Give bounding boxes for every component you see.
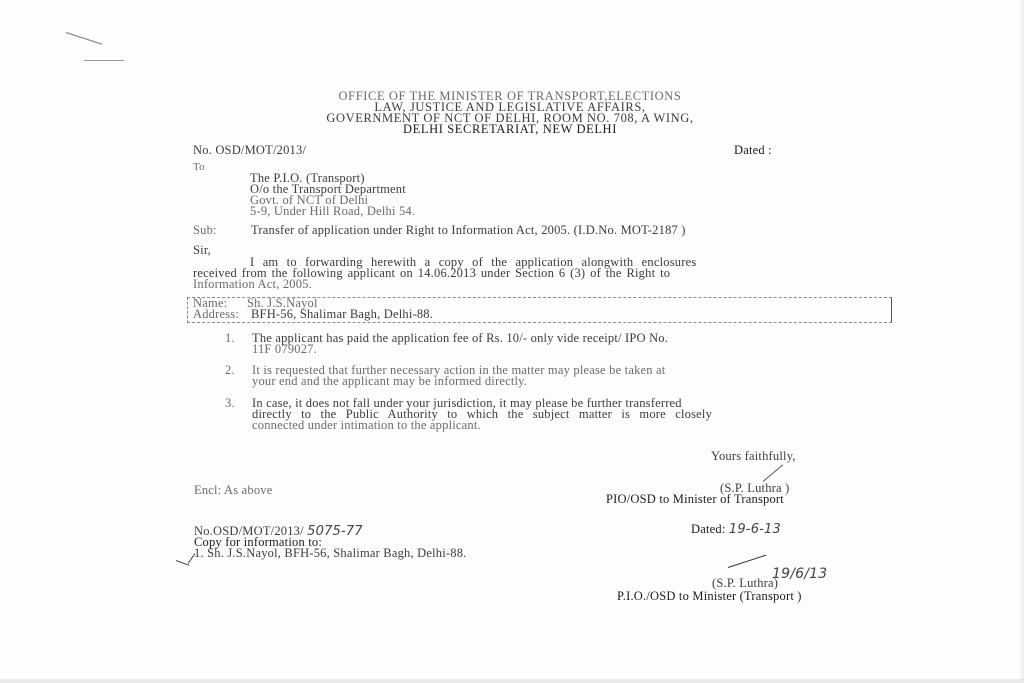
intro-line-3: Information Act, 2005.	[193, 277, 312, 291]
copy-reference-printed: No.OSD/MOT/2013/	[194, 524, 304, 538]
copy-dated-handwritten: 19-6-13	[728, 522, 781, 537]
intro-line-2: received from the following applicant on 14.06.2013 under Section 6 (3) of the Right to	[193, 266, 671, 280]
point-2-line-2: your end and the applicant may be informed directly.	[252, 374, 528, 388]
copy-dated-printed: Dated:	[691, 522, 726, 536]
signature-stroke	[763, 464, 784, 481]
point-3-line-1: In case, it does not fall under your jurisdiction, it may please be further transferred	[252, 396, 682, 410]
recipient-line-4: 5-9, Under Hill Road, Delhi 54.	[250, 204, 416, 218]
point-1-line-1: The applicant has paid the application fee of Rs. 10/- only vide receipt/ IPO No.	[252, 331, 669, 345]
point-2-number: 2.	[225, 363, 235, 377]
applicant-name: Sh. J.S.Nayol	[247, 296, 318, 310]
point-3-line-3: connected under intimation to the applicant.	[252, 418, 481, 432]
enclosure-note: Encl: As above	[194, 483, 273, 497]
scan-edge-bottom	[0, 679, 1024, 683]
point-2-line-1: It is requested that further necessary action in the matter may please be taken at	[252, 363, 666, 377]
signatory-name: (S.P. Luthra )	[720, 481, 790, 495]
copy-dated-label	[691, 522, 781, 537]
applicant-address: BFH-56, Shalimar Bagh, Delhi-88.	[251, 307, 434, 321]
subject-label: Sub:	[193, 223, 217, 237]
margin-mark	[66, 32, 102, 45]
valediction: Yours faithfully,	[711, 449, 796, 463]
to-label: To	[193, 161, 205, 173]
dated-label: Dated :	[734, 143, 772, 157]
copy-recipient-item: 1. Sh. J.S.Nayol, BFH-56, Shalimar Bagh, Delhi-88.	[194, 546, 467, 560]
copy-for-information-label: Copy for information to:	[194, 535, 323, 549]
point-3-line-2: directly to the Public Authority to which the subject matter is more closely	[252, 407, 713, 421]
subject-text: Transfer of application under Right to Information Act, 2005. (I.D.No. MOT-2187 )	[251, 223, 686, 237]
recipient-line-2: O/o the Transport Department	[250, 182, 406, 196]
letterhead-line-2: LAW, JUSTICE AND LEGISLATIVE AFFAIRS,	[374, 100, 646, 114]
point-1-line-2: 11F 079027.	[252, 342, 317, 356]
copy-signatory-name: (S.P. Luthra)	[712, 576, 779, 590]
recipient-line-1: The P.I.O. (Transport)	[250, 171, 365, 185]
applicant-address-label: Address:	[193, 307, 240, 321]
signatory-designation: PIO/OSD to Minister of Transport	[606, 492, 784, 506]
margin-underline	[84, 60, 124, 61]
letterhead-line-3: GOVERNMENT OF NCT OF DELHI, ROOM NO. 708, A WING,	[326, 111, 694, 125]
point-3-number: 3.	[225, 396, 235, 410]
signature-scribble	[728, 555, 766, 568]
scan-edge-right	[1018, 0, 1024, 683]
intro-line-1: I am to forwarding herewith a copy of the application alongwith enclosures	[250, 255, 697, 269]
signature-date-handwritten: 19/6/13	[772, 566, 828, 582]
copy-signatory-designation: P.I.O./OSD to Minister (Transport )	[617, 589, 802, 603]
point-1-number: 1.	[225, 331, 235, 345]
recipient-line-3: Govt. of NCT of Delhi	[250, 193, 369, 207]
reference-number: No. OSD/MOT/2013/	[193, 143, 307, 157]
salutation: Sir,	[193, 243, 212, 257]
applicant-name-label: Name:	[193, 296, 228, 310]
copy-reference-handwritten: 5075-77	[307, 524, 363, 539]
letterhead-line-1: OFFICE OF THE MINISTER OF TRANSPORT,ELECTIONS	[338, 89, 682, 103]
letterhead-line-4: DELHI SECRETARIAT, NEW DELHI	[403, 122, 617, 136]
